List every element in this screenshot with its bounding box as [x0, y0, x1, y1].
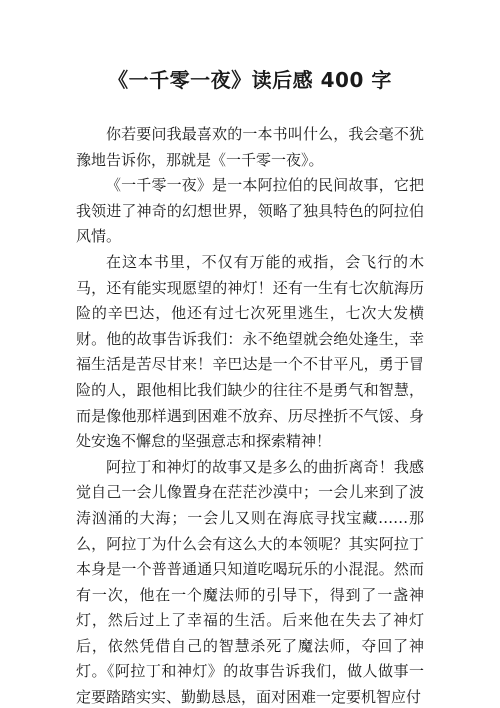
document-title: 《一千零一夜》读后感 400 字 [108, 68, 392, 92]
document-body [76, 122, 424, 708]
paragraph-overview: 《一千零一夜》是一本阿拉伯的民间故事，它把我领进了神奇的幻想世界，领略了独具特色的阿拉伯风情。 [76, 176, 424, 246]
paragraph-aladdin: 阿拉丁和神灯的故事又是多么的曲折离奇！我感觉自己一会儿像置身在茫茫沙漠中；一会儿来到了波涛汹涌的大海；一会儿又则在海底寻找宝藏……那么，阿拉丁为什么会有这么大的本领呢？其实阿拉丁本身是一个普普通通只知道吃喝玩乐的小混混。然而有一次，他在一个魔法师的引导下，得到了一盏神灯，然后过上了幸福的生活。后来他在失去了神灯后，依然凭借自己的智慧杀死了魔法师，夺回了神灯。《阿拉丁和神灯》的故事告诉我们，做人做事一定要踏踏实实、勤勤恳恳，面对困难一定要机智应付 [76, 457, 424, 707]
paragraph-sinbad: 在这本书里，不仅有万能的戒指，会飞行的木马，还有能实现愿望的神灯！还有一生有七次航海历险的辛巴达，他还有过七次死里逃生，七次大发横财。他的故事告诉我们：永不绝望就会绝处逢生，幸福生活是苦尽甘来！辛巴达是一个不甘平凡，勇于冒险的人，跟他相比我们缺少的往往不是勇气和智慧，而是像他那样遇到困难不放弃、历尽挫折不气馁、身处安逸不懈怠的坚强意志和探索精神！ [76, 252, 424, 451]
paragraph-intro: 你若要问我最喜欢的一本书叫什么，我会毫不犹豫地告诉你，那就是《一千零一夜》。 [76, 125, 424, 169]
